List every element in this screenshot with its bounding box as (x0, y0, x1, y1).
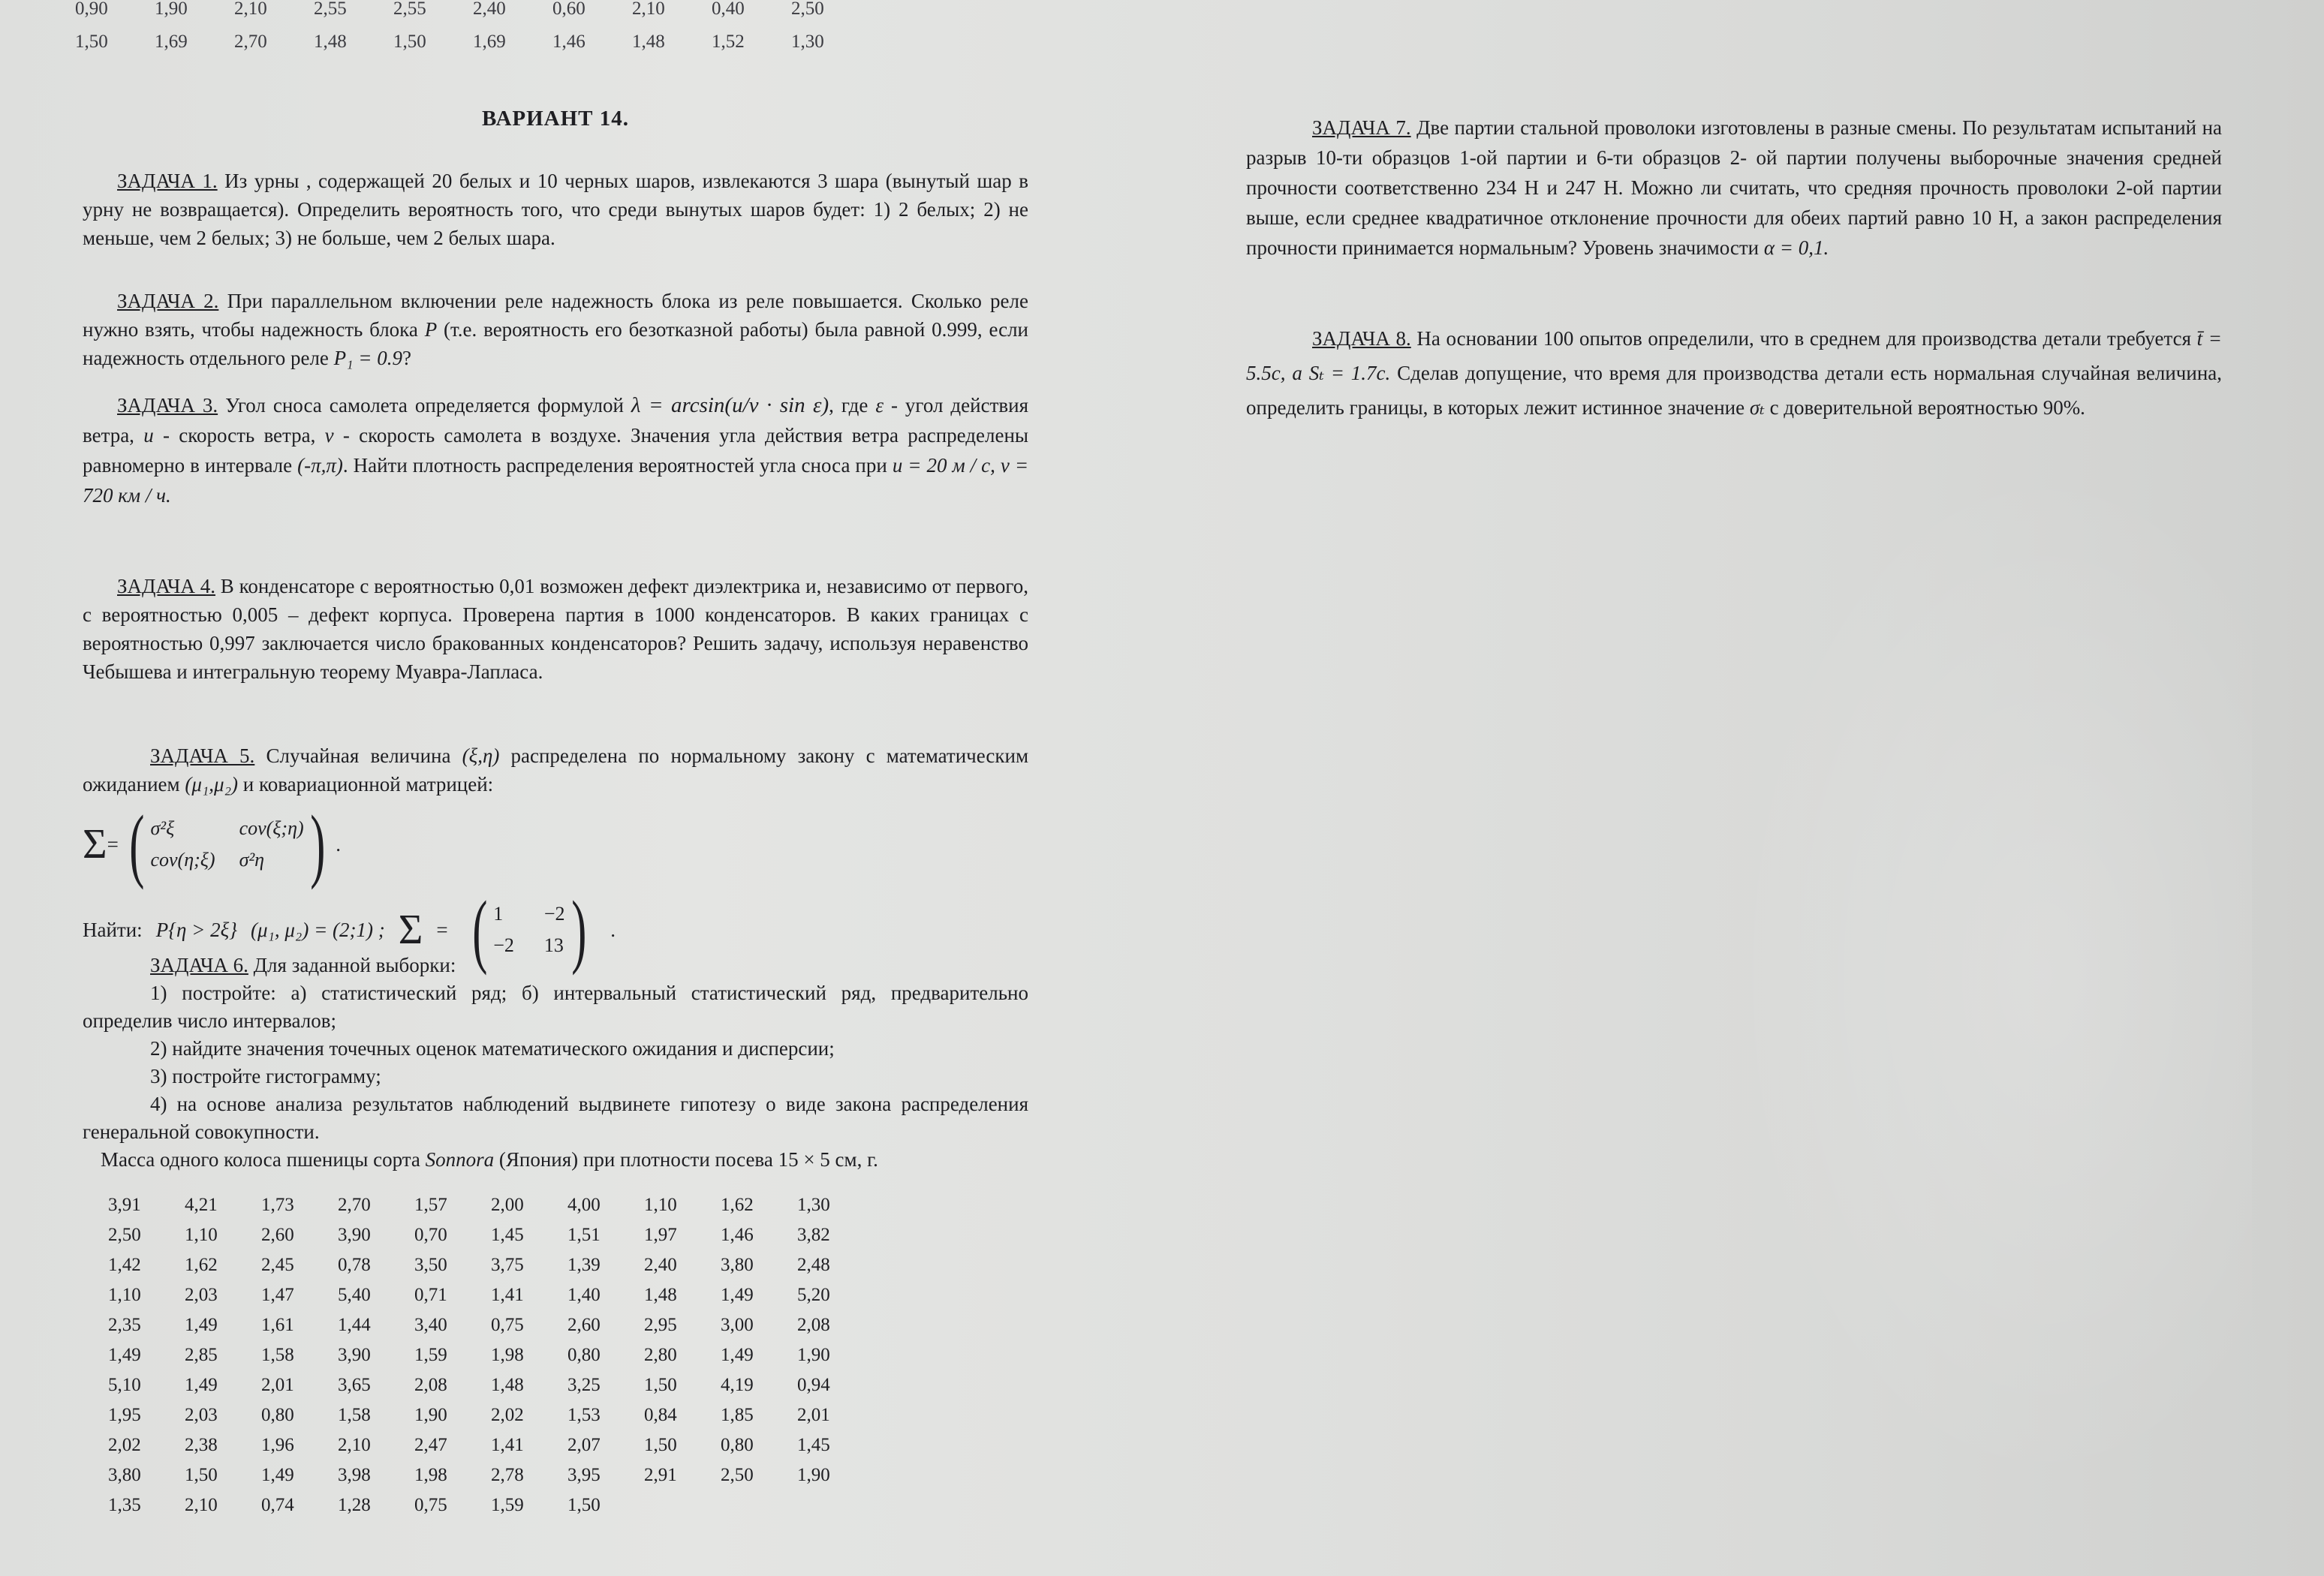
task-7-label: ЗАДАЧА 7. (1312, 116, 1411, 139)
task-6-caption-b: (Япония) при плотности посева 15 × 5 см, г. (498, 1148, 878, 1171)
table-cell: 0,80 (261, 1405, 294, 1425)
table-cell: 2,50 (108, 1225, 141, 1245)
table-cell: 1,45 (491, 1225, 524, 1245)
table-cell: 2,38 (185, 1435, 218, 1455)
task-3-cond-u: u = 20 м / с, (892, 454, 995, 477)
task-5-mu-pair: (μ₁,μ₂) (185, 773, 238, 796)
table-cell: 1,69 (473, 32, 506, 52)
table-cell: 5,20 (797, 1285, 830, 1305)
table-cell: 1,51 (567, 1225, 601, 1245)
table-cell: 1,48 (644, 1285, 677, 1305)
table-cell: 2,40 (644, 1255, 677, 1275)
task-8-s-t: Sₜ = 1.7c. (1308, 362, 1391, 384)
task-3 (83, 390, 1028, 510)
variant-title: ВАРИАНТ 14. (481, 107, 630, 131)
task-4 (83, 572, 1028, 686)
table-cell: 2,01 (261, 1375, 294, 1395)
table-cell: 1,40 (567, 1285, 601, 1305)
table-cell: 1,49 (108, 1345, 141, 1365)
table-cell: 1,10 (185, 1225, 218, 1245)
task-2-end: ? (402, 347, 412, 369)
task-8-mean-t: t̄ = 5.5c, (1246, 327, 2222, 384)
table-cell: 0,90 (75, 0, 108, 19)
task-3-text-a: Угол сноса самолета определяется формулой (225, 394, 624, 417)
task-3-label: ЗАДАЧА 3. (117, 394, 218, 417)
table-cell: 3,40 (414, 1315, 447, 1335)
matrix-dot: . (336, 833, 342, 856)
task-2-label: ЗАДАЧА 2. (117, 290, 219, 312)
table-cell: 1,50 (75, 32, 108, 52)
table-cell: 0,60 (552, 0, 586, 19)
table-cell: 1,90 (414, 1405, 447, 1425)
table-cell: 2,55 (314, 0, 347, 19)
task-6-item-3: 3) постройте гистограмму; (150, 1065, 381, 1087)
table-cell: 1,42 (108, 1255, 141, 1275)
table-cell: 2,70 (338, 1195, 371, 1215)
table-cell: 1,49 (185, 1375, 218, 1395)
task-5-text-a: Случайная величина (266, 744, 451, 767)
covariance-matrix-row (83, 799, 1028, 890)
task-3-var-v: v (324, 424, 334, 447)
task-3-var-u: u (143, 424, 154, 447)
task-7-text: Две партии стальной проволоки изготовлены в разные смены. По результатам испытаний на разрыв 10-ти образцов 1-ой партии и 6-ти образцов 2- ой партии получены выборочные значения средней прочности соответственно 234 Н и 247 Н. Можно ли считать, что средняя прочность проволоки 2-ой партии выше, если среднее квадратичное отклонение прочности для обеих партий равно 10 Н, а закон распределения прочности принимается нормальным? Уровень значимости (1246, 116, 2223, 259)
table-cell: 1,57 (414, 1195, 447, 1215)
task-6 (83, 952, 1028, 1174)
table-cell: 1,98 (491, 1345, 524, 1365)
table-cell: 0,94 (797, 1375, 830, 1395)
task-2 (83, 287, 1028, 372)
table-cell: 1,52 (712, 32, 745, 52)
task-5 (83, 741, 1029, 976)
task-6-item-1: 1) постройте: а) статистический ряд; б) интервальный статистический ряд, предварительно определив число интервалов; (83, 982, 1028, 1032)
table-cell: 1,96 (261, 1435, 294, 1455)
table-cell: 1,46 (552, 32, 586, 52)
table-cell: 0,84 (644, 1405, 677, 1425)
find-label: Найти: (83, 919, 143, 941)
table-cell: 0,80 (721, 1435, 754, 1455)
table-cell: 2,48 (797, 1255, 830, 1275)
table-cell: 3,82 (797, 1225, 830, 1245)
table-cell: 2,50 (791, 0, 824, 19)
matrix-dot-2: . (610, 919, 616, 941)
table-cell: 1,10 (108, 1285, 141, 1305)
table-cell: 1,73 (261, 1195, 294, 1215)
table-cell: 1,58 (338, 1405, 371, 1425)
task-1-text: Из урны , содержащей 20 белых и 10 черных шаров, извлекаются 3 шара (вынутый шар в урну не возвращается). Определить вероятность того, что среди вынутых шаров будет: 1) 2 белых; 2) не меньше, чем 2 белых; 3) не больше, чем 2 белых шара. (83, 170, 1028, 249)
left-page (75, 0, 1029, 1561)
table-cell: 2,60 (567, 1315, 601, 1335)
table-cell: 1,85 (721, 1405, 754, 1425)
task-2-text-a: При параллельном включении реле надежность блока из реле повышается. Сколько реле нужно взять, чтобы надежность блока (83, 290, 1028, 341)
task-6-intro: Для заданной выборки: (253, 954, 456, 976)
table-cell: 2,35 (108, 1315, 141, 1335)
table-cell: 2,00 (491, 1195, 524, 1215)
table-cell: 1,10 (644, 1195, 677, 1215)
table-cell: 1,62 (721, 1195, 754, 1215)
matrix-cell: cov(ξ;η) (239, 817, 304, 839)
table-cell: 2,08 (414, 1375, 447, 1395)
table-cell: 0,71 (414, 1285, 447, 1305)
table-cell: 3,00 (721, 1315, 754, 1335)
task-7-alpha: α = 0,1. (1763, 236, 1829, 259)
task-1 (83, 167, 1028, 252)
left-paren-icon: ( (471, 884, 487, 976)
find-probability: P{η > 2ξ} (155, 919, 237, 941)
table-cell: 1,48 (632, 32, 665, 52)
table-cell: 2,10 (185, 1495, 218, 1515)
table-cell: 1,90 (797, 1345, 830, 1365)
table-cell: 1,50 (185, 1465, 218, 1485)
table-cell: 1,41 (491, 1435, 524, 1455)
task-5-label: ЗАДАЧА 5. (150, 744, 255, 767)
right-paren-icon: ) (309, 799, 326, 890)
table-cell: 1,58 (261, 1345, 294, 1365)
table-cell: 1,69 (155, 32, 188, 52)
table-cell: 1,53 (567, 1405, 601, 1425)
table-cell: 2,80 (644, 1345, 677, 1365)
task-6-caption-variety: Sonnora (425, 1148, 495, 1171)
table-cell: 1,90 (797, 1465, 830, 1485)
table-cell: 2,60 (261, 1225, 294, 1245)
task-3-text-d: - скорость ветра, (162, 424, 316, 447)
table-cell: 1,49 (261, 1465, 294, 1485)
task-4-text: В конденсаторе с вероятностью 0,01 возможен дефект диэлектрика и, независимо от первого, с вероятностью 0,005 – дефект корпуса. Проверена партия в 1000 конденсаторов. В каких границах с вероятностью 0,997 заключается число бракованных конденсаторов? Решить задачу, используя неравенство Чебышева и интегральную теорему Муавра-Лапласа. (83, 575, 1028, 683)
table-cell: 4,00 (567, 1195, 601, 1215)
task-3-formula: λ = arcsin(u/v · sin ε) (631, 393, 829, 417)
matrix-cell: −2 (543, 903, 565, 925)
table-cell: 2,78 (491, 1465, 524, 1485)
table-cell: 1,48 (314, 32, 347, 52)
task-6-label: ЗАДАЧА 6. (150, 954, 248, 976)
table-cell: 3,75 (491, 1255, 524, 1275)
table-cell: 1,44 (338, 1315, 371, 1335)
table-cell: 3,65 (338, 1375, 371, 1395)
table-cell: 1,47 (261, 1285, 294, 1305)
table-cell: 2,10 (338, 1435, 371, 1455)
table-cell: 3,90 (338, 1225, 371, 1245)
matrix-cell: 13 (543, 934, 564, 956)
table-cell: 3,90 (338, 1345, 371, 1365)
table-cell: 2,10 (632, 0, 665, 19)
task-3-var-eps: ε (875, 394, 884, 417)
task-8-and: а (1292, 362, 1302, 384)
table-cell: 1,49 (185, 1315, 218, 1335)
right-paren-icon: ) (570, 884, 586, 976)
table-cell: 1,35 (108, 1495, 141, 1515)
task-5-text-c: и ковариационной матрицей: (242, 773, 494, 796)
table-cell: 3,25 (567, 1375, 601, 1395)
table-cell: 3,80 (108, 1465, 141, 1485)
table-cell: 2,55 (393, 0, 426, 19)
table-cell: 5,40 (338, 1285, 371, 1305)
task-6-item-2: 2) найдите значения точечных оценок математического ожидания и дисперсии; (150, 1037, 835, 1060)
table-cell: 2,02 (491, 1405, 524, 1425)
table-cell: 1,41 (491, 1285, 524, 1305)
table-cell: 0,75 (414, 1495, 447, 1515)
table-cell: 4,19 (721, 1375, 754, 1395)
task-6-caption-a: Масса одного колоса пшеницы сорта (101, 1148, 420, 1171)
table-cell: 1,49 (721, 1345, 754, 1365)
task-6-item-4: 4) на основе анализа результатов наблюдений выдвинете гипотезу о виде закона распределения генеральной совокупности. (83, 1093, 1028, 1143)
table-cell: 1,39 (567, 1255, 601, 1275)
table-cell: 3,80 (721, 1255, 754, 1275)
table-cell: 2,45 (261, 1255, 294, 1275)
task-8-sigma-t: σₜ (1749, 396, 1765, 419)
table-cell: 0,70 (414, 1225, 447, 1245)
table-cell: 1,45 (797, 1435, 830, 1455)
table-cell: 2,03 (185, 1405, 218, 1425)
table-cell: 2,70 (234, 32, 267, 52)
task-2-var-p: P (424, 318, 438, 341)
table-cell: 2,95 (644, 1315, 677, 1335)
table-cell: 2,50 (721, 1465, 754, 1485)
task-8 (1246, 321, 2222, 425)
table-cell: 4,21 (185, 1195, 218, 1215)
table-cell: 1,50 (644, 1375, 677, 1395)
table-cell: 1,50 (567, 1495, 601, 1515)
table-cell: 1,59 (491, 1495, 524, 1515)
table-cell: 0,78 (338, 1255, 371, 1275)
task-3-text-c: - угол действия ветра, (83, 394, 1028, 447)
task-7 (1246, 113, 2222, 263)
table-cell: 2,91 (644, 1465, 677, 1485)
task-8-text-b: Сделав допущение, что время для производства детали есть нормальная случайная величина, определить границы, в которых лежит истинное значение (1246, 362, 2222, 419)
table-cell: 1,49 (721, 1285, 754, 1305)
task-8-text-c: с доверительной вероятностью 90%. (1769, 396, 2085, 419)
table-cell: 3,98 (338, 1465, 371, 1485)
left-paren-icon: ( (129, 799, 145, 890)
matrix-cell: σ²ξ (150, 817, 175, 839)
table-cell: 3,95 (567, 1465, 601, 1485)
table-cell: 1,95 (108, 1405, 141, 1425)
sigma-symbol: Σ (83, 821, 107, 868)
table-cell: 5,10 (108, 1375, 141, 1395)
table-cell: 1,30 (797, 1195, 830, 1215)
task-3-interval: (-π,π) (297, 454, 343, 477)
table-cell: 2,10 (234, 0, 267, 19)
task-8-label: ЗАДАЧА 8. (1312, 327, 1411, 350)
task-3-text-b: , где (829, 394, 868, 417)
task-5-text-b: распределена по нормальному закону с математическим ожиданием (83, 744, 1029, 796)
task-4-label: ЗАДАЧА 4. (117, 575, 215, 597)
table-cell: 1,59 (414, 1345, 447, 1365)
table-cell: 0,40 (712, 0, 745, 19)
table-cell: 0,80 (567, 1345, 601, 1365)
table-cell: 1,62 (185, 1255, 218, 1275)
matrix-cell: −2 (493, 934, 514, 956)
task-5-var-pair: (ξ,η) (462, 744, 500, 767)
sigma-symbol-2: Σ (398, 907, 423, 953)
task-8-text-a: На основании 100 опытов определили, что в среднем для производства детали требуется (1416, 327, 2192, 350)
equals-sign: = (107, 833, 119, 856)
covariance-matrix (123, 799, 331, 890)
equals-sign-2: = (436, 919, 448, 941)
right-page (1246, 98, 2222, 623)
matrix-cell: cov(η;ξ) (150, 849, 215, 871)
matrix-cell: 1 (493, 903, 504, 925)
task-2-text-b: (т.е. вероятность его безотказной работы) была равной 0.999, если надежность отдельного реле (83, 318, 1029, 369)
table-cell: 1,50 (644, 1435, 677, 1455)
given-mu: (μ₁, μ₂) = (2;1) ; (250, 919, 385, 941)
table-cell: 2,01 (797, 1405, 830, 1425)
table-cell: 3,50 (414, 1255, 447, 1275)
task-3-text-f: . Найти плотность распределения вероятностей угла сноса при (342, 454, 887, 477)
table-cell: 2,02 (108, 1435, 141, 1455)
table-cell: 2,47 (414, 1435, 447, 1455)
table-cell: 0,74 (261, 1495, 294, 1515)
task-3-text-e: - скорость самолета в воздухе. Значения угла действия ветра распределены равномерно в интервале (83, 424, 1029, 477)
task-3-cond-v: v = 720 км / ч. (83, 454, 1029, 507)
matrix-cell: σ²η (239, 849, 265, 871)
task-2-formula-p1: P₁ = 0.9 (333, 347, 403, 369)
table-cell: 1,90 (155, 0, 188, 19)
table-cell: 0,75 (491, 1315, 524, 1335)
table-cell: 2,03 (185, 1285, 218, 1305)
table-cell: 2,08 (797, 1315, 830, 1335)
table-cell: 2,85 (185, 1345, 218, 1365)
table-cell: 1,30 (791, 32, 824, 52)
table-cell: 1,97 (644, 1225, 677, 1245)
task-1-label: ЗАДАЧА 1. (117, 170, 218, 192)
table-cell: 1,46 (721, 1225, 754, 1245)
table-cell: 2,40 (473, 0, 506, 19)
table-cell: 1,98 (414, 1465, 447, 1485)
table-cell: 1,61 (261, 1315, 294, 1335)
table-cell: 3,91 (108, 1195, 141, 1215)
table-cell: 2,07 (567, 1435, 601, 1455)
table-cell: 1,28 (338, 1495, 371, 1515)
table-cell: 1,50 (393, 32, 426, 52)
table-cell: 1,48 (491, 1375, 524, 1395)
